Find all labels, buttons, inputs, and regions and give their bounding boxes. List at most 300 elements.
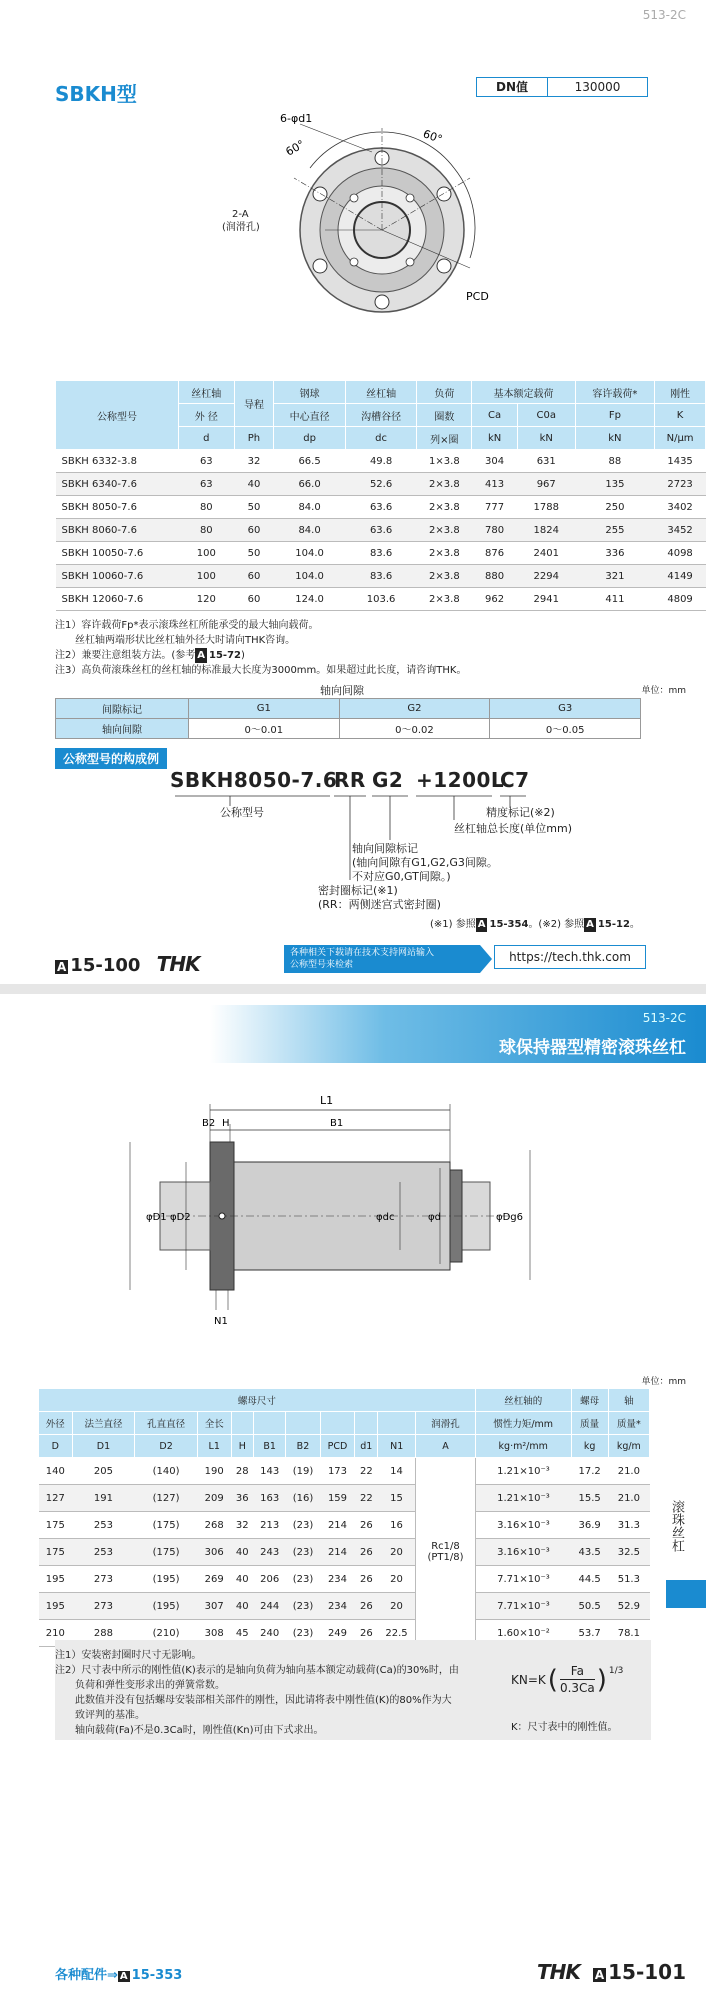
table-cell: 103.6	[345, 588, 417, 611]
gap-mark-g1: G1	[189, 699, 340, 719]
angle2-label: 60°	[421, 127, 444, 147]
table-cell: 88	[575, 450, 654, 473]
table-cell: 84.0	[274, 496, 346, 519]
table-cell: 21.0	[608, 1458, 649, 1485]
ref-end: 。	[629, 919, 640, 930]
p2-note-2: 注2）尺寸表中所示的刚性值(K)表示的是轴向负荷为轴向基本额定动载荷(Ca)的30%时，由	[55, 1665, 459, 1676]
dim-n1: N1	[214, 1316, 228, 1327]
table-cell: 100	[179, 542, 235, 565]
table-cell: 63.6	[345, 496, 417, 519]
col-pcd-top	[320, 1412, 355, 1435]
table-cell: 127	[39, 1485, 73, 1512]
accessories-icon: A	[119, 1971, 128, 1982]
col-nut-mass-2: 质量	[571, 1412, 608, 1435]
table-cell: 250	[575, 496, 654, 519]
code-seal: RR	[334, 768, 366, 792]
table-cell: 7.71×10⁻³	[475, 1566, 571, 1593]
table-cell: 104.0	[274, 542, 346, 565]
angle1-label: 60°	[283, 137, 307, 159]
thk-logo-2: THK	[536, 1960, 580, 1984]
table-cell: 45	[231, 1620, 254, 1647]
page2-notes-text	[55, 1648, 459, 1738]
gap-row-label-1: 间隙标记	[56, 699, 189, 719]
table-cell: 195	[39, 1593, 73, 1620]
pcd-label: PCD	[466, 290, 489, 303]
table-cell: 210	[39, 1620, 73, 1647]
table-cell: 777	[472, 496, 517, 519]
col-root-dia-3: dc	[345, 427, 417, 450]
table-cell: 15	[378, 1485, 416, 1512]
table-cell: 240	[254, 1620, 286, 1647]
ref-icon-b: A	[586, 919, 594, 930]
table-cell: 253	[72, 1512, 135, 1539]
section-tag: 公称型号的构成例	[55, 748, 167, 769]
gap-value-g3: 0～0.05	[490, 719, 641, 739]
gap-mark-g3: G3	[490, 699, 641, 719]
table-cell: 20	[378, 1593, 416, 1620]
seal-label: 密封圈标记(※1)	[318, 884, 398, 897]
table-cell: 2723	[655, 473, 706, 496]
table-row	[39, 1458, 650, 1485]
dim-dc: φdc	[376, 1212, 395, 1223]
table-cell: 190	[197, 1458, 231, 1485]
footer-page-number	[55, 952, 200, 976]
p2-note-2e: 轴向载荷(Fa)不是0.3Ca时，刚性值(Kn)可由下式求出。	[55, 1725, 324, 1736]
ref-a[interactable]: 15-354	[489, 919, 529, 930]
accessories-label: 各种配件⇒	[55, 1968, 118, 1983]
table-cell: 175	[39, 1539, 73, 1566]
table-cell: 36	[231, 1485, 254, 1512]
col-length: 全长	[197, 1412, 231, 1435]
col-inertia-2: 惯性力矩/mm	[475, 1412, 571, 1435]
table-cell: SBKH 10060-7.6	[56, 565, 179, 588]
table-cell: (23)	[286, 1593, 320, 1620]
p2-note-2b: 负荷和弹性变形求出的弹簧常数。	[55, 1680, 225, 1691]
table-cell: 1.60×10⁻²	[475, 1620, 571, 1647]
table-cell: 50	[234, 542, 274, 565]
table-cell: 631	[517, 450, 575, 473]
page-left	[0, 0, 706, 990]
dn-value: 130000	[574, 80, 621, 94]
gap-value-g1: 0～0.01	[189, 719, 340, 739]
col-hole-sym: D2	[135, 1435, 198, 1458]
col-shaft-od-3: d	[179, 427, 235, 450]
table-cell: 63	[179, 473, 235, 496]
table-cell: 63.6	[345, 519, 417, 542]
note-2-close: )	[241, 650, 245, 661]
table-cell: 2×3.8	[417, 519, 472, 542]
table-cell: 173	[320, 1458, 355, 1485]
gap-value-g2: 0～0.02	[339, 719, 490, 739]
support-url-link[interactable]: https://tech.thk.com	[494, 945, 646, 969]
table-cell: (195)	[135, 1593, 198, 1620]
col-flange: 法兰直径	[72, 1412, 135, 1435]
table-cell: 159	[320, 1485, 355, 1512]
table-cell: 135	[575, 473, 654, 496]
col-nut-mass: 螺母	[571, 1389, 608, 1412]
col-inertia: 丝杠轴的	[475, 1389, 571, 1412]
code-length: +1200L	[416, 768, 505, 792]
formula-note: K：尺寸表中的刚性值。	[511, 1722, 618, 1733]
dim-dg6: φDg6	[496, 1212, 524, 1223]
table-cell: 269	[197, 1566, 231, 1593]
table-cell: SBKH 8050-7.6	[56, 496, 179, 519]
table-cell: 22	[355, 1485, 378, 1512]
table-cell: 40	[234, 473, 274, 496]
model-label: 公称型号	[220, 806, 264, 819]
ref-note-a: (※1) 参照	[430, 919, 476, 930]
table-cell: (175)	[135, 1539, 198, 1566]
table-cell: 967	[517, 473, 575, 496]
page-separator	[0, 984, 706, 994]
table-row	[39, 1539, 650, 1566]
table-cell: SBKH 6340-7.6	[56, 473, 179, 496]
col-hole: 孔直直径	[135, 1412, 198, 1435]
lube-value-2: (PT1/8)	[427, 1552, 464, 1563]
table-cell: 60	[234, 519, 274, 542]
banner-line-2: 公称型号来检索	[290, 960, 354, 970]
col-shaft-mass-unit: kg/m	[608, 1435, 649, 1458]
table-cell: 17.2	[571, 1458, 608, 1485]
note-1b: 丝杠轴两端形状比丝杠轴外径大时请向THK咨询。	[55, 635, 296, 646]
code-precision: C7	[500, 768, 530, 792]
table-cell: (16)	[286, 1485, 320, 1512]
table-cell: 268	[197, 1512, 231, 1539]
col-length-sym: L1	[197, 1435, 231, 1458]
page2-footer-icon: A	[594, 1968, 605, 1982]
page2-header	[210, 1005, 706, 1063]
table-cell: 2294	[517, 565, 575, 588]
dim-l1: L1	[320, 1094, 334, 1107]
p2-note-2c: 此数值并没有包括螺母安装部相关部件的刚性，因此请将表中刚性值(K)的80%作为大	[55, 1695, 452, 1706]
formula-num: Fa	[570, 1664, 584, 1678]
table-row	[56, 496, 706, 519]
table-cell: 22.5	[378, 1620, 416, 1647]
dim-d: φd	[428, 1212, 441, 1223]
col-inertia-unit: kg·m²/mm	[475, 1435, 571, 1458]
col-model: 公称型号	[56, 381, 179, 450]
table-cell: 214	[320, 1539, 355, 1566]
dim-d2: φD2	[170, 1212, 191, 1223]
ref-b[interactable]: 15-12	[597, 919, 630, 930]
col-h-sym: H	[231, 1435, 254, 1458]
table-cell: SBKH 6332-3.8	[56, 450, 179, 473]
table-cell: 163	[254, 1485, 286, 1512]
table-row	[39, 1593, 650, 1620]
length-label: 丝杠轴总长度(单位mm)	[454, 822, 573, 835]
table-cell: 2×3.8	[417, 588, 472, 611]
table-cell: 306	[197, 1539, 231, 1566]
dn-value-box	[476, 77, 648, 97]
table-cell: 253	[72, 1539, 135, 1566]
table-cell: 26	[355, 1566, 378, 1593]
col-d1-top	[355, 1412, 378, 1435]
table-cell: 84.0	[274, 519, 346, 542]
nut-dims-header: 螺母尺寸	[39, 1389, 476, 1412]
table-cell: 1×3.8	[417, 450, 472, 473]
table-cell: (127)	[135, 1485, 198, 1512]
table-cell: 60	[234, 565, 274, 588]
table-cell: 4149	[655, 565, 706, 588]
banner-arrow-icon	[480, 945, 492, 973]
table-cell: 21.0	[608, 1485, 649, 1512]
table-cell: 1.21×10⁻³	[475, 1458, 571, 1485]
nut-dimension-table	[38, 1388, 650, 1647]
code-gap: G2	[372, 768, 404, 792]
page-title: SBKH型	[55, 82, 137, 106]
col-flange-sym: D1	[72, 1435, 135, 1458]
table-cell: 288	[72, 1620, 135, 1647]
table-cell: SBKH 12060-7.6	[56, 588, 179, 611]
table-cell: 273	[72, 1566, 135, 1593]
table-cell: 124.0	[274, 588, 346, 611]
table-row	[56, 450, 706, 473]
table-cell: 40	[231, 1593, 254, 1620]
table-cell: 31.3	[608, 1512, 649, 1539]
table-cell: (23)	[286, 1566, 320, 1593]
accessories-link[interactable]	[55, 1964, 182, 1983]
thk-logo: THK	[156, 952, 200, 976]
accessories-ref: 15-353	[131, 1968, 183, 1983]
col-b2-top	[286, 1412, 320, 1435]
table-cell: 1788	[517, 496, 575, 519]
dim-h: H	[222, 1118, 230, 1129]
table-cell: 16	[378, 1512, 416, 1539]
table-cell: 83.6	[345, 542, 417, 565]
table-cell: 52.9	[608, 1593, 649, 1620]
table-cell: 28	[231, 1458, 254, 1485]
table-cell: 308	[197, 1620, 231, 1647]
table-cell: 32	[231, 1512, 254, 1539]
table-cell: 20	[378, 1539, 416, 1566]
table-cell: 140	[39, 1458, 73, 1485]
col-perm-load-3: kN	[575, 427, 654, 450]
table-cell: (140)	[135, 1458, 198, 1485]
col-load-turns: 负荷	[417, 381, 472, 404]
col-h-top	[231, 1412, 254, 1435]
table-cell: (210)	[135, 1620, 198, 1647]
table-cell: 43.5	[571, 1539, 608, 1566]
gap-mark-label-2: (轴向间隙有G1,G2,G3间隙。	[352, 856, 498, 869]
dim-d1: φD1	[146, 1212, 167, 1223]
table-cell: (23)	[286, 1512, 320, 1539]
col-d1-sym: d1	[355, 1435, 378, 1458]
code-model: SBKH8050-7.6	[170, 768, 338, 792]
table-cell: 4809	[655, 588, 706, 611]
table-cell: 3452	[655, 519, 706, 542]
col-load-turns-2: 圈数	[417, 404, 472, 427]
table-cell: 876	[472, 542, 517, 565]
col-load-turns-3: 列×圈	[417, 427, 472, 450]
table-cell: 32.5	[608, 1539, 649, 1566]
table-cell: 15.5	[571, 1485, 608, 1512]
col-ball-dia-2: 中心直径	[274, 404, 346, 427]
col-ball-dia: 钢球	[274, 381, 346, 404]
flange-front-drawing	[270, 108, 530, 328]
table-cell: 104.0	[274, 565, 346, 588]
table-row	[39, 1512, 650, 1539]
page2-ref: 513-2C	[642, 1011, 686, 1025]
table-cell: 60	[234, 588, 274, 611]
col-rigidity-3: N/μm	[655, 427, 706, 450]
table-cell: 1.21×10⁻³	[475, 1485, 571, 1512]
ref-note	[430, 918, 640, 932]
table-cell: 249	[320, 1620, 355, 1647]
table-cell: 120	[179, 588, 235, 611]
page2-footer-page: 15-101	[608, 1960, 686, 1984]
col-lead: 导程	[234, 381, 274, 427]
col-shaft-mass: 轴	[608, 1389, 649, 1412]
table-cell: 214	[320, 1512, 355, 1539]
table-cell: 3.16×10⁻³	[475, 1512, 571, 1539]
page2-unit: 单位：mm	[641, 1377, 686, 1387]
table-cell: 304	[472, 450, 517, 473]
table-cell: 53.7	[571, 1620, 608, 1647]
col-rigidity: 刚性	[655, 381, 706, 404]
col-b1-sym: B1	[254, 1435, 286, 1458]
col-pcd-sym: PCD	[320, 1435, 355, 1458]
table-cell: (19)	[286, 1458, 320, 1485]
table-cell: 244	[254, 1593, 286, 1620]
col-shaft-od: 丝杠轴	[179, 381, 235, 404]
table-cell: 321	[575, 565, 654, 588]
table-cell: 3402	[655, 496, 706, 519]
table-cell: 26	[355, 1620, 378, 1647]
table-cell: 213	[254, 1512, 286, 1539]
col-lube-sym: A	[416, 1435, 476, 1458]
table-row	[56, 542, 706, 565]
note-2-ref[interactable]: 15-72	[209, 650, 241, 661]
side-label: 滚珠丝杠	[669, 1500, 684, 1552]
col-root-dia: 丝杠轴	[345, 381, 417, 404]
lube-hole-label-2: (润滑孔)	[222, 222, 260, 233]
table-cell: 413	[472, 473, 517, 496]
table-cell: (23)	[286, 1620, 320, 1647]
note-1: 注1）容许载荷Fp*表示滚珠丝杠所能承受的最大轴向载荷。	[55, 620, 319, 631]
table-cell: 209	[197, 1485, 231, 1512]
table-cell: 26	[355, 1593, 378, 1620]
page-ref-icon: A	[197, 650, 206, 661]
table-cell: (175)	[135, 1512, 198, 1539]
table-cell: 2×3.8	[417, 473, 472, 496]
col-root-dia-2: 沟槽谷径	[345, 404, 417, 427]
table-cell: 14	[378, 1458, 416, 1485]
col-basic-rating: 基本额定载荷	[472, 381, 575, 404]
table-cell: 2401	[517, 542, 575, 565]
table-cell: 195	[39, 1566, 73, 1593]
table-cell: 780	[472, 519, 517, 542]
table-cell: 66.5	[274, 450, 346, 473]
dim-b1: B1	[330, 1118, 344, 1129]
col-rigidity-2: K	[655, 404, 706, 427]
formula-den: 0.3Ca	[559, 1681, 595, 1695]
col-outer-sym: D	[39, 1435, 73, 1458]
col-ca: Ca	[472, 404, 517, 427]
table-cell: 411	[575, 588, 654, 611]
table-cell: 66.0	[274, 473, 346, 496]
col-b2-sym: B2	[286, 1435, 320, 1458]
lube-value: Rc1/8	[431, 1541, 460, 1552]
table-cell: 3.16×10⁻³	[475, 1539, 571, 1566]
table-row	[39, 1566, 650, 1593]
table-cell: 26	[355, 1512, 378, 1539]
page-ref: 513-2C	[642, 8, 686, 22]
lube-cell	[416, 1458, 476, 1647]
table-cell: 63	[179, 450, 235, 473]
download-banner[interactable]	[284, 945, 480, 973]
spec-table	[55, 380, 706, 611]
side-tab-bar	[666, 1580, 706, 1608]
col-perm-load-2: Fp	[575, 404, 654, 427]
table-cell: 175	[39, 1512, 73, 1539]
table-cell: 26	[355, 1539, 378, 1566]
table-cell: 80	[179, 519, 235, 542]
p2-note-1: 注1）安装密封圈时尺寸无影响。	[55, 1650, 202, 1661]
table-cell: (195)	[135, 1566, 198, 1593]
table-row	[56, 519, 706, 542]
page2-title: 球保持器型精密滚珠丝杠	[499, 1038, 686, 1058]
page2-footer-number	[537, 1960, 686, 1984]
col-c0a-unit: kN	[517, 427, 575, 450]
col-c0a: C0a	[517, 404, 575, 427]
table-cell: SBKH 10050-7.6	[56, 542, 179, 565]
table-cell: 962	[472, 588, 517, 611]
table-cell: 52.6	[345, 473, 417, 496]
table-cell: 2×3.8	[417, 542, 472, 565]
table-cell: 234	[320, 1593, 355, 1620]
table-cell: 83.6	[345, 565, 417, 588]
table-cell: 1435	[655, 450, 706, 473]
note-3: 注3）高负荷滚珠丝杠的丝杠轴的标准最大长度为3000mm。如果超过此长度，请咨询THK。	[55, 665, 467, 676]
table-cell: 2×3.8	[417, 496, 472, 519]
table-cell: 36.9	[571, 1512, 608, 1539]
gap-mark-g2: G2	[339, 699, 490, 719]
table-row	[39, 1485, 650, 1512]
gap-title: 轴向间隙	[320, 684, 364, 697]
footer-page: 15-100	[70, 955, 141, 976]
col-outer: 外径	[39, 1412, 73, 1435]
lube-hole-label: 2-A	[232, 209, 249, 220]
table-cell: 243	[254, 1539, 286, 1566]
table-cell: 32	[234, 450, 274, 473]
table-cell: 4098	[655, 542, 706, 565]
table-cell: 7.71×10⁻³	[475, 1593, 571, 1620]
table-row	[56, 473, 706, 496]
gap-unit: 单位：mm	[641, 686, 686, 696]
rigidity-formula: KN=K ( $\frac{Fa}{0.3Ca}$ ) $^{1/3}$	[511, 1664, 624, 1695]
col-nut-mass-unit: kg	[571, 1435, 608, 1458]
table-cell: 51.3	[608, 1566, 649, 1593]
col-ca-unit: kN	[472, 427, 517, 450]
table-cell: 44.5	[571, 1566, 608, 1593]
p2-note-2d: 致评判的基准。	[55, 1710, 145, 1721]
table-cell: 307	[197, 1593, 231, 1620]
ref-note-b: 。(※2) 参照	[528, 919, 585, 930]
notes-block	[55, 618, 466, 678]
table-cell: (23)	[286, 1539, 320, 1566]
dim-b2: B2	[202, 1118, 216, 1129]
col-lead-3: Ph	[234, 427, 274, 450]
seal-label-2: (RR：两侧迷宫式密封圈)	[318, 898, 441, 911]
table-cell: 20	[378, 1566, 416, 1593]
col-shaft-od-2: 外 径	[179, 404, 235, 427]
gap-row-label-2: 轴向间隙	[56, 719, 189, 739]
table-cell: 143	[254, 1458, 286, 1485]
page2-notes	[55, 1640, 651, 1740]
table-cell: 50	[234, 496, 274, 519]
table-cell: 80	[179, 496, 235, 519]
footer-page-icon: A	[57, 960, 67, 974]
